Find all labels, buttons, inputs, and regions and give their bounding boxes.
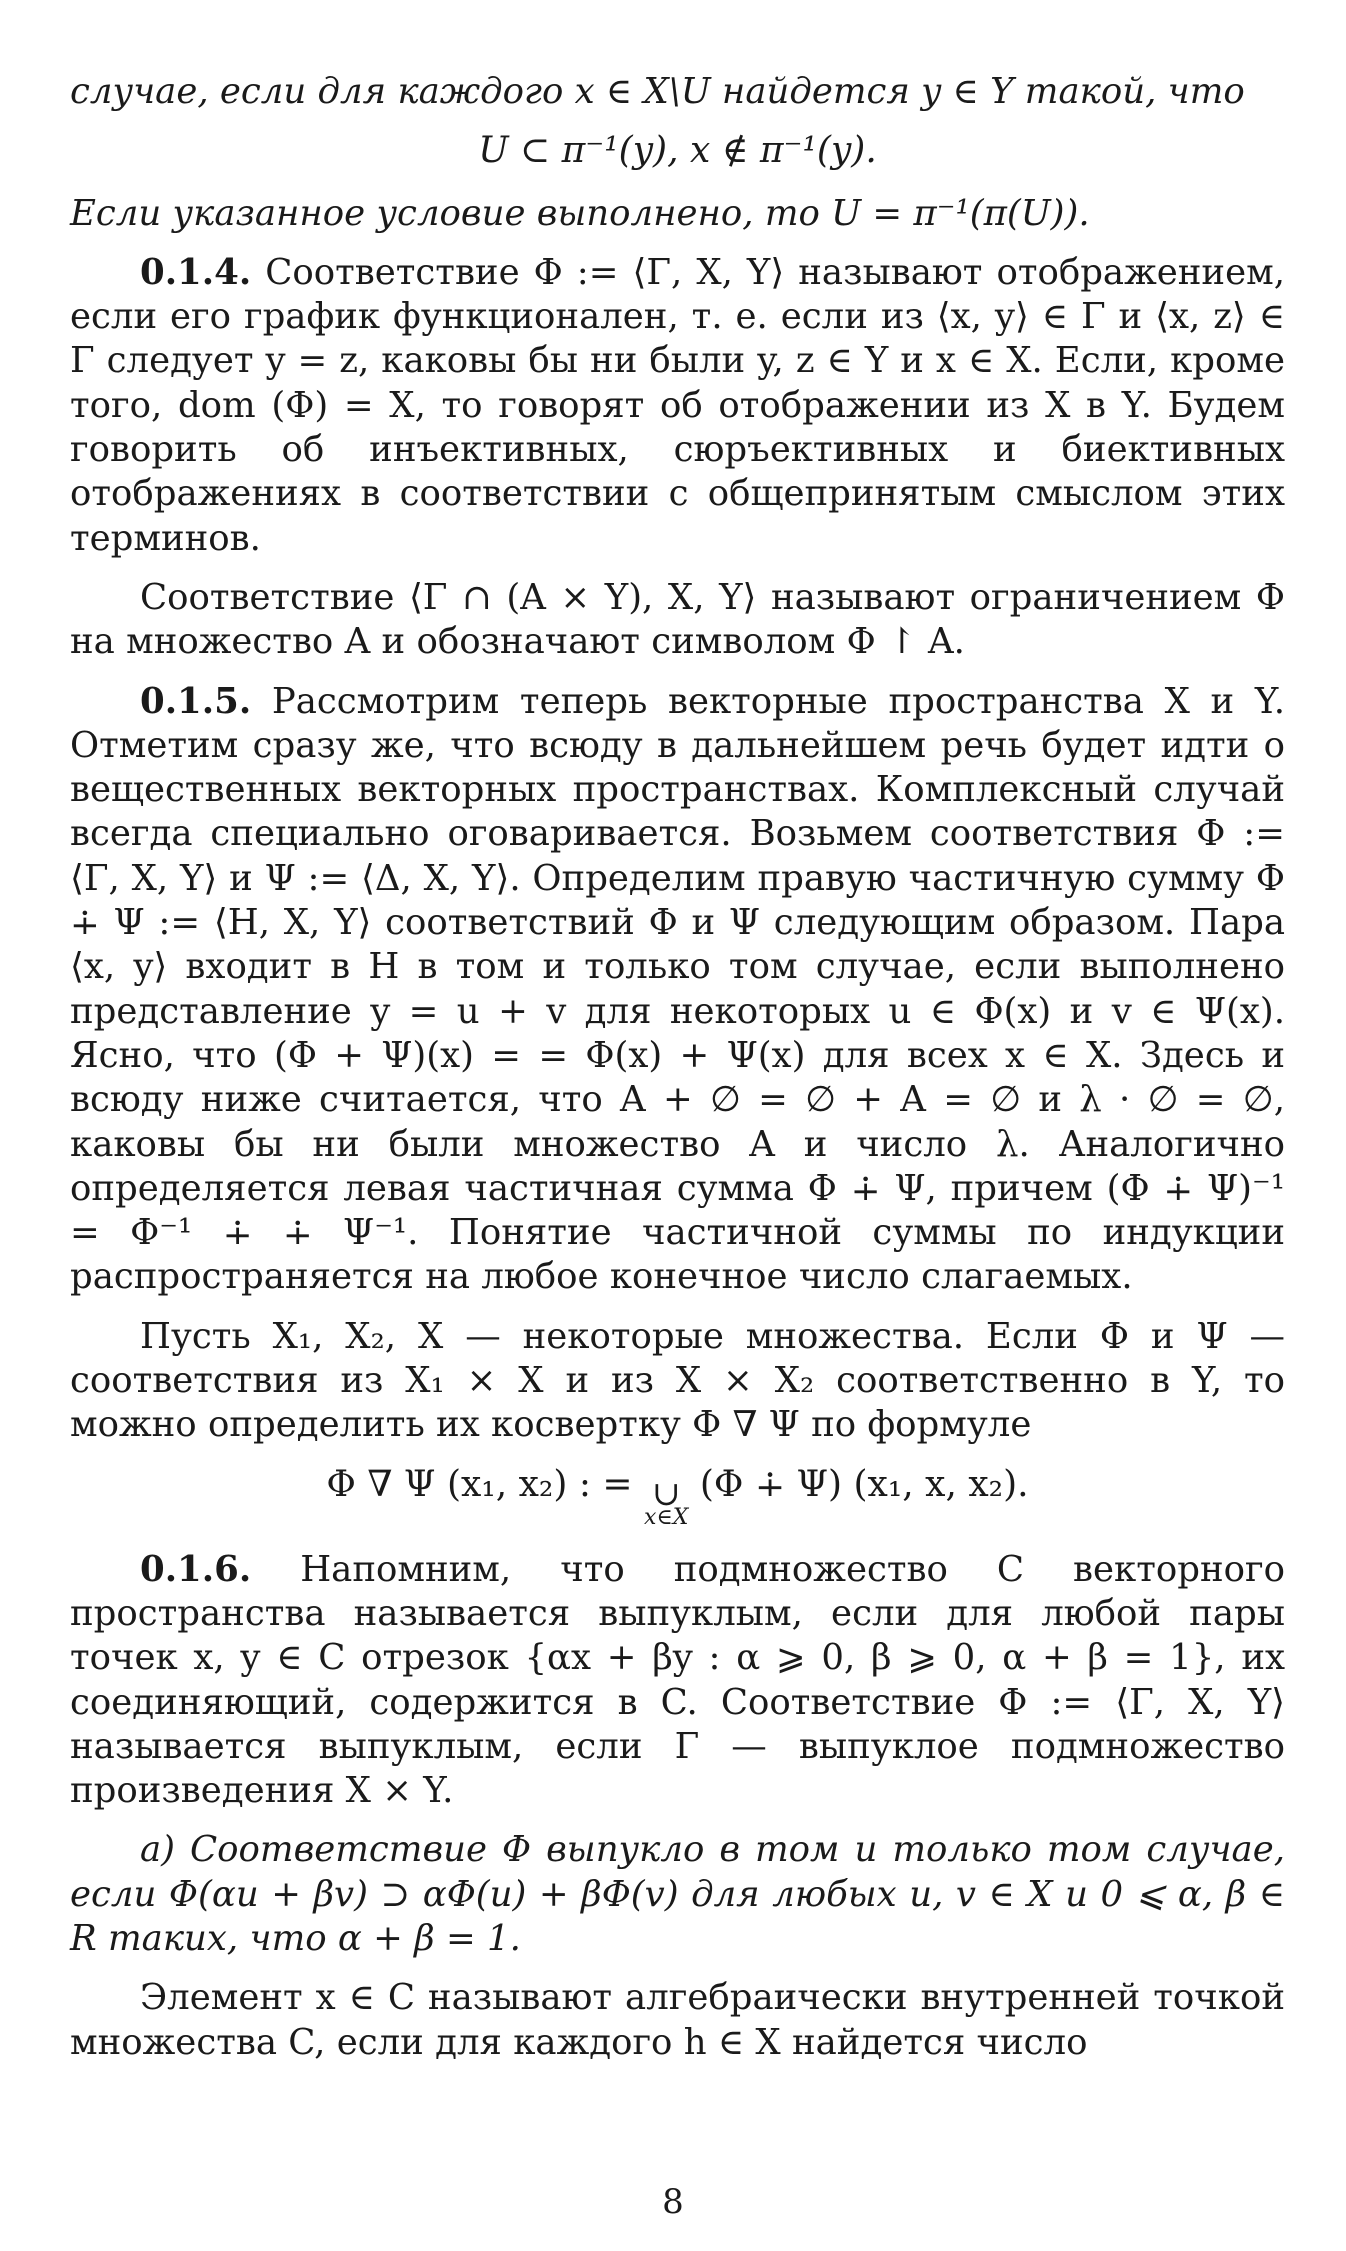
formula-convolution (70, 1463, 1285, 1530)
paragraph-0-1-5 (70, 680, 1285, 1300)
formula-preimage: U ⊂ π⁻¹(y), x ∉ π⁻¹(y). (478, 130, 877, 172)
page-text (70, 70, 1285, 2080)
paragraph-0-1-6-text: Напомним, что подмножество C векторного пространства называется выпуклым, если для любой пары точек x, y ∈ C отрезок {αx + βy : α ⩾ 0, β ⩾ 0, α + β = 1}, их соединяющий, содержится в C. Соответствие Φ := ⟨Γ, X, Y⟩ называется выпуклым, если Γ — выпуклое подмножество произведения X × Y. (70, 1548, 1285, 1812)
section-number-0-1-6: 0.1.6. (140, 1548, 252, 1590)
union-symbol: ∪ (651, 1473, 681, 1514)
paragraph-condition: Если указанное условие выполнено, то U = π⁻¹(π(U)). (70, 192, 1090, 234)
paragraph-0-1-4 (70, 251, 1285, 561)
paragraph-continuation: случае, если для каждого x ∈ X\U найдется y ∈ Y такой, что (70, 71, 1245, 112)
section-number-0-1-5: 0.1.5. (140, 680, 252, 722)
paragraph-algebraic-interior: Элемент x ∈ C называют алгебраически внутренней точкой множества C, если для каждого h ∈ X найдется число (70, 1977, 1285, 2063)
paragraph-0-1-6 (70, 1548, 1285, 1814)
paragraph-restriction: Соответствие ⟨Γ ∩ (A × Y), X, Y⟩ называют ограничением Φ на множество A и обозначают символом Φ ↾ A. (70, 576, 1285, 663)
paragraph-statement-a: а) Соответствие Φ выпукло в том и только том случае, если Φ(αu + βv) ⊃ αΦ(u) + βΦ(v) для любых u, v ∈ X и 0 ⩽ α, β ∈ R таких, что α + β = 1. (70, 1829, 1285, 1959)
union-index: x∈X (644, 1504, 689, 1530)
formula-union-operator (644, 1473, 689, 1530)
paragraph-0-1-4-text: Соответствие Φ := ⟨Γ, X, Y⟩ называют отображением, если его график функционален, т. е. если из ⟨x, y⟩ ∈ Γ и ⟨x, z⟩ ∈ Γ следует y = z, каковы бы ни были y, z ∈ Y и x ∈ X. Если, кроме того, dom (Φ) = X, то говорят об отображении из X в Y. Будем говорить об инъективных, сюръективных и биективных отображениях в соответствии с общепринятым смыслом этих терминов. (70, 251, 1285, 559)
paragraph-0-1-5-text: Рассмотрим теперь векторные пространства X и Y. Отметим сразу же, что всюду в дальнейшем речь будет идти о вещественных векторных пространствах. Комплексный случай всегда специально оговаривается. Возьмем соответствия Φ := ⟨Γ, X, Y⟩ и Ψ := ⟨Δ, X, Y⟩. Определим правую частичную сумму Φ ∔ Ψ := ⟨H, X, Y⟩ соответствий Φ и Ψ следующим образом. Пара ⟨x, y⟩ входит в H в том и только том случае, если выполнено представление y = u + v для некоторых u ∈ Φ(x) и v ∈ Ψ(x). Ясно, что (Φ + Ψ)(x) = = Φ(x) + Ψ(x) для всех x ∈ X. Здесь и всюду ниже считается, что A + ∅ = ∅ + A = ∅ и λ · ∅ = ∅, каковы бы ни были множество A и число λ. Аналогично определяется левая частичная сумма Φ ∔ Ψ, причем (Φ ∔ Ψ)⁻¹ = Φ⁻¹ ∔ ∔ Ψ⁻¹. Понятие частичной суммы по индукции распространяется на любое конечное число слагаемых. (70, 680, 1285, 1298)
paragraph-convolution: Пусть X₁, X₂, X — некоторые множества. Если Φ и Ψ — соответствия из X₁ × X и из X × X₂ соответственно в Y, то можно определить их косвертку Φ ∇ Ψ по формуле (70, 1315, 1285, 1446)
page-number: 8 (662, 2182, 684, 2222)
formula-convolution-left: Φ ∇ Ψ (x₁, x₂) : = (326, 1463, 633, 1505)
formula-convolution-right: (Φ ∔ Ψ) (x₁, x, x₂). (699, 1463, 1029, 1505)
section-number-0-1-4: 0.1.4. (140, 251, 252, 293)
